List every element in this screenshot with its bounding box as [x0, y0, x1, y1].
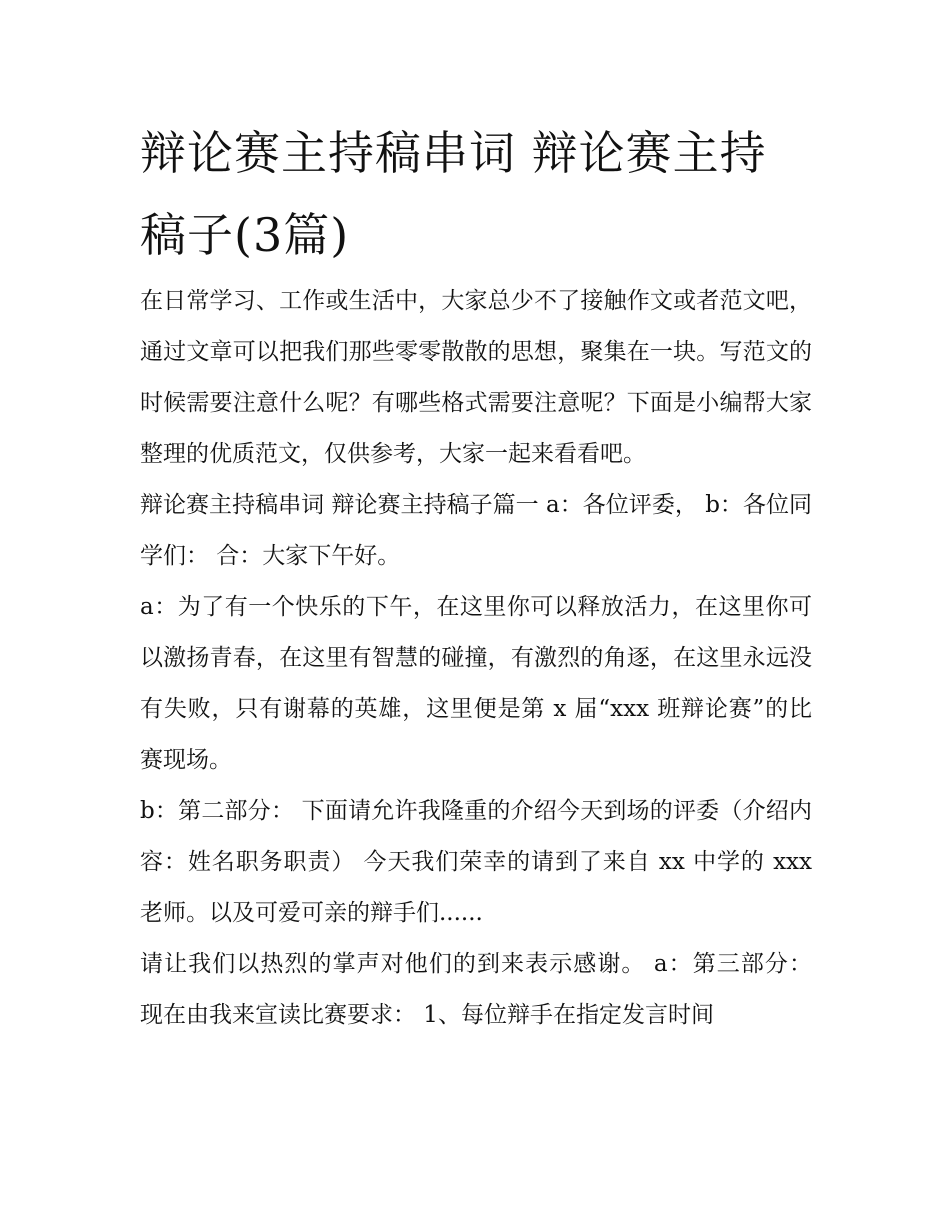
intro-paragraph: 在日常学习、工作或生活中，大家总少不了接触作文或者范文吧，通过文章可以把我们那些零零散散的思想，聚集在一块。写范文的时候需要注意什么呢？有哪些格式需要注意呢？下面是小编帮大家整理的优质范文，仅供参考，大家一起来看看吧。 — [140, 288, 812, 467]
body-paragraph: a：为了有一个快乐的下午，在这里你可以释放活力，在这里你可以激扬青春，在这里有智慧的碰撞，有激烈的角逐，在这里永远没有失败，只有谢幕的英雄，这里便是第 x 届“xxx 班辩论赛”的比赛现场。 — [140, 594, 812, 773]
body-paragraph: 辩论赛主持稿串词 辩论赛主持稿子篇一 a：各位评委， b：各位同学们： 合：大家下午好。 — [140, 492, 812, 569]
document-title: 辩论赛主持稿串词 辩论赛主持稿子(3篇) — [140, 126, 767, 262]
body-paragraph: b：第二部分： 下面请允许我隆重的介绍今天到场的评委（介绍内容：姓名职务职责） 今天我们荣幸的请到了来自 xx 中学的 xxx 老师。以及可爱可亲的辩手们...... — [140, 798, 812, 926]
body-paragraph: 请让我们以热烈的掌声对他们的到来表示感谢。 a：第三部分： 现在由我来宣读比赛要求： 1、每位辩手在指定发言时间 — [140, 951, 812, 1028]
document-page — [140, 112, 812, 1041]
